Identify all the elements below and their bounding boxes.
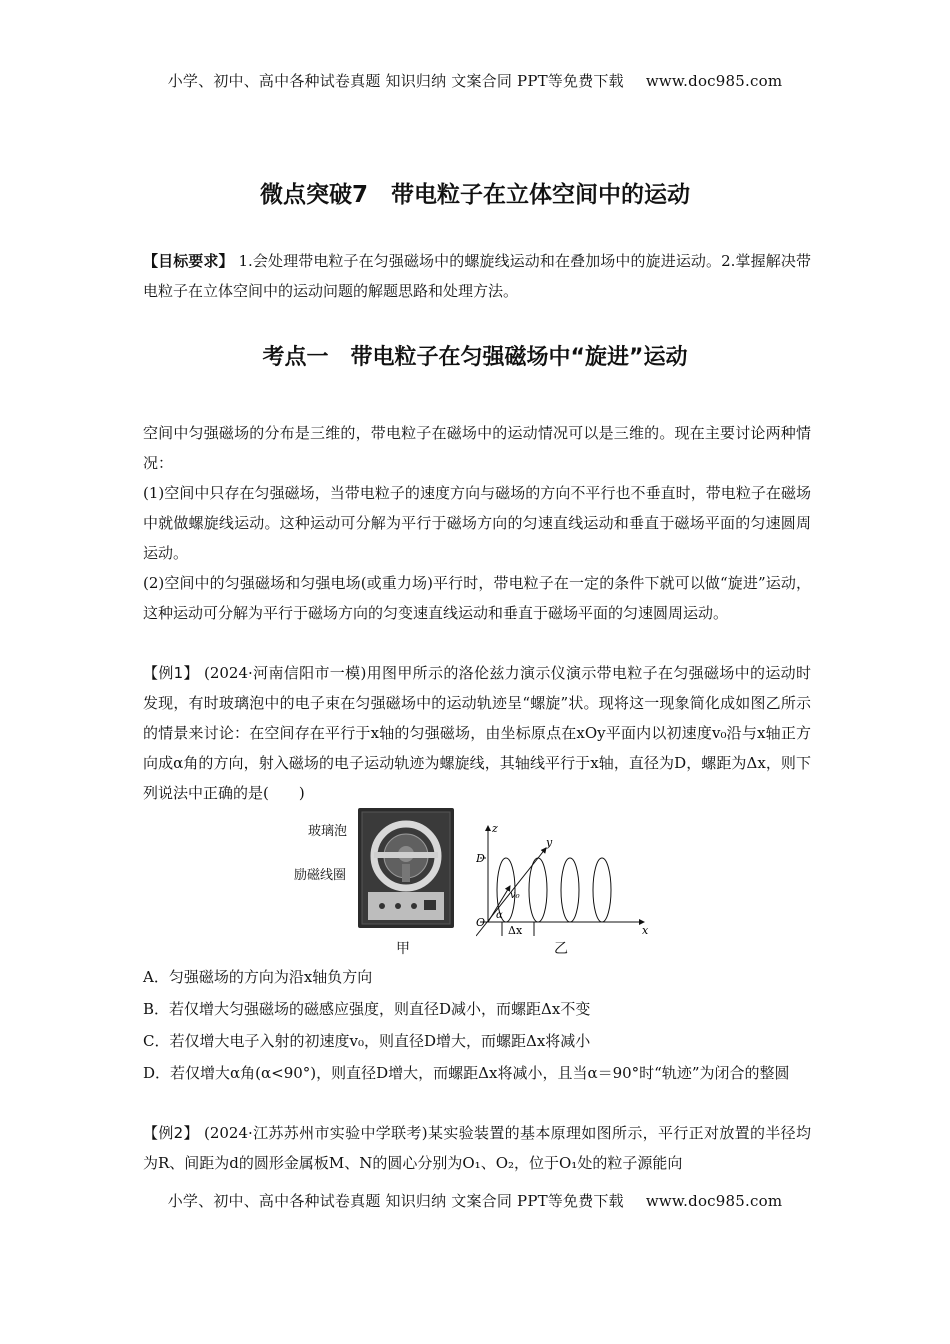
goal-paragraph (143, 246, 811, 306)
intro-paragraph-0: 空间中匀强磁场的分布是三维的，带电粒子在磁场中的运动情况可以是三维的。现在主要讨论两种情况： (143, 424, 811, 472)
axis-z-label: z (492, 822, 498, 835)
pitch-label: Δx (508, 924, 523, 937)
axis-x-label: x (642, 924, 649, 937)
caption-b: 乙 (554, 941, 568, 957)
example2-tag: 【例2】 (143, 1124, 199, 1142)
page-header (0, 70, 950, 91)
option-d: D．若仅增大α角(α<90°)，则直径D增大，而螺距Δx将减小，且当α＝90°时“轨迹”为闭合的整圆 (143, 1064, 790, 1082)
example1-text: 用图甲所示的洛伦兹力演示仪演示带电粒子在匀强磁场中的运动时发现，有时玻璃泡中的电子束在匀强磁场中的运动轨迹呈“螺旋”状。现将这一现象简化成如图乙所示的情景来讨论：在空间存在平行于x轴的匀强磁场，由坐标原点在xOy平面内以初速度v₀沿与x轴正方向成α角的方向，射入磁场的电子运动轨迹为螺旋线，其轴线平行于x轴，直径为D，螺距为Δx，则下列说法中正确的是( ) (143, 664, 811, 802)
alpha-label: α (496, 910, 503, 921)
example2-source: (2024·江苏苏州市实验中学联考) (198, 1124, 428, 1142)
goal-text: 1.会处理带电粒子在匀强磁场中的螺旋线运动和在叠加场中的旋进运动。2.掌握解决带电粒子在立体空间中的运动问题的解题思路和处理方法。 (143, 252, 811, 300)
lorentz-apparatus-photo (358, 808, 454, 928)
diameter-label: D (476, 852, 485, 865)
example2-paragraph (143, 1118, 811, 1178)
option-c: C．若仅增大电子入射的初速度v₀，则直径D增大，而螺距Δx将减小 (143, 1032, 591, 1050)
intro-paragraph-1: (1)空间中只存在匀强磁场，当带电粒子的速度方向与磁场的方向不平行也不垂直时，带电粒子在磁场中就做螺旋线运动。这种运动可分解为平行于磁场方向的匀速直线运动和垂直于磁场平面的匀速圆周运动。 (143, 484, 811, 562)
label-excitation-coil: 励磁线圈 (294, 868, 347, 883)
goal-tag: 【目标要求】 (143, 252, 234, 270)
label-glass-bulb: 玻璃泡 (308, 824, 348, 839)
example1-figure (290, 808, 670, 958)
footer-text: 小学、初中、高中各种试卷真题 知识归纳 文案合同 PPT等免费下载 (167, 1192, 624, 1210)
header-text: 小学、初中、高中各种试卷真题 知识归纳 文案合同 PPT等免费下载 (167, 72, 624, 90)
option-a: A．匀强磁场的方向为沿x轴负方向 (143, 968, 373, 986)
option-b: B．若仅增大匀强磁场的磁感应强度，则直径D减小，而螺距Δx不变 (143, 1000, 591, 1018)
section-title: 考点一 带电粒子在匀强磁场中“旋进”运动 (262, 345, 688, 370)
axis-y-label: y (546, 836, 553, 849)
header-site: www.doc985.com (645, 72, 783, 90)
example1-paragraph (143, 658, 811, 808)
caption-a: 甲 (396, 941, 410, 957)
footer-site: www.doc985.com (645, 1192, 783, 1210)
page-footer (0, 1190, 950, 1211)
velocity-label: v₀ (510, 890, 520, 901)
example2-text: 某实验装置的基本原理如图所示，平行正对放置的半径均为R、间距为d的圆形金属板M、N的圆心分别为O₁、O₂，位于O₁处的粒子源能向 (143, 1124, 812, 1172)
intro-paragraph-2: (2)空间中的匀强磁场和匀强电场(或重力场)平行时，带电粒子在一定的条件下就可以做“旋进”运动，这种运动可分解为平行于磁场方向的匀变速直线运动和垂直于磁场平面的匀速圆周运动。 (143, 574, 811, 622)
example1-source: (2024·河南信阳市一模) (198, 664, 367, 682)
page-title: 微点突破7 带电粒子在立体空间中的运动 (259, 182, 690, 208)
helix-diagram (476, 818, 656, 938)
origin-label: O (476, 916, 486, 929)
example1-tag: 【例1】 (143, 664, 199, 682)
